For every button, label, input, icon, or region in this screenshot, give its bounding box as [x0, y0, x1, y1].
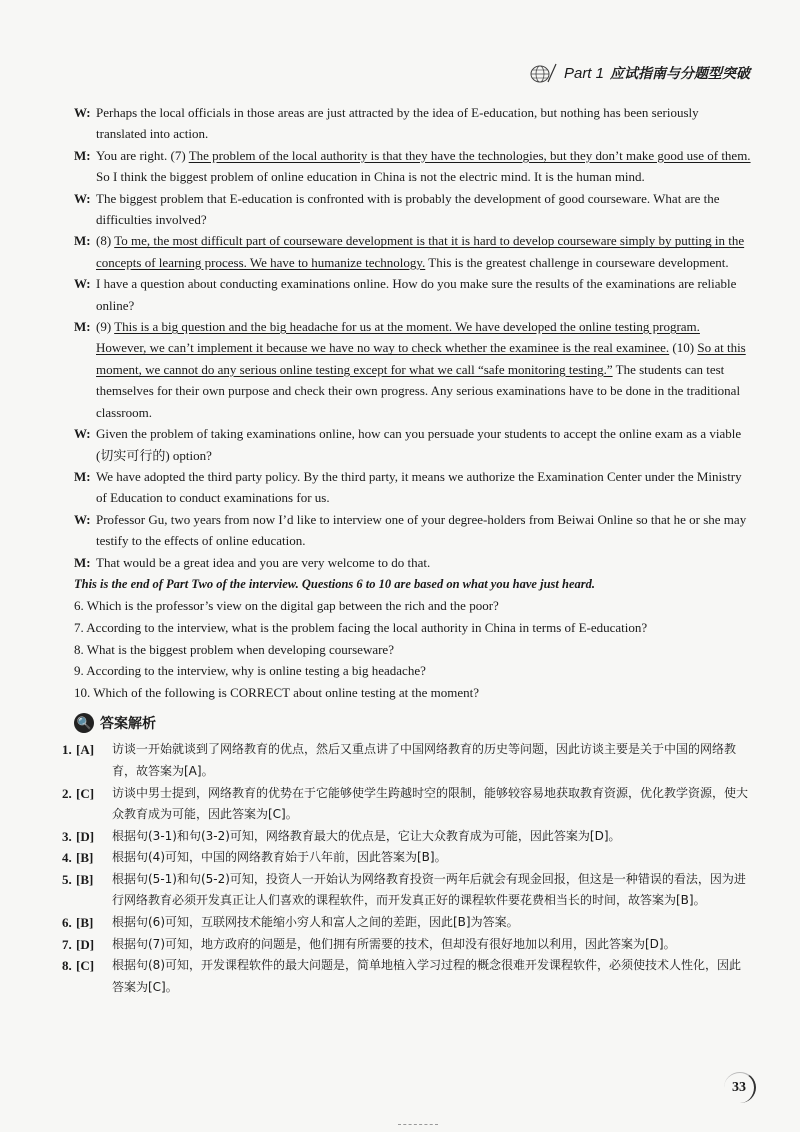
answer-item	[62, 869, 752, 912]
underlined-key-sentence: The problem of the local authority is that they have the technologies, but they don’t make good use of them.	[188, 147, 751, 163]
speaker-label: W:	[74, 190, 91, 206]
answer-explanation: 根据句(4)可知，中国的网络教育始于八年前，因此答案为[B]。	[112, 850, 447, 865]
answers-heading	[74, 709, 752, 737]
question-item: 7. According to the interview, what is the problem facing the local authority in China in terms of E-education?	[74, 619, 648, 635]
dialogue-text: I have a question about conducting examinations online. How do you make sure the results of the examinations are reliable online?	[96, 276, 737, 313]
answer-explanation: 根据句(8)可知，开发课程软件的最大问题是，简单地植入学习过程的概念很难开发课程软件，必须使技术人性化，因此答案为[C]。	[112, 958, 742, 994]
answer-list	[62, 739, 752, 998]
answer-number: 7.	[62, 936, 72, 952]
dialogue-text: You are right. (7)	[96, 147, 189, 163]
dialogue-turn	[74, 466, 752, 509]
speaker-label: M:	[74, 468, 91, 484]
answer-key: [C]	[76, 785, 95, 801]
underlined-key-sentence: This is a big question and the big headache for us at the moment. We have developed the online testing program. However, we can’t implement it because we have no way to check whether the examinee is the real examinee.	[96, 319, 700, 356]
answer-key: [C]	[76, 958, 95, 974]
end-note: This is the end of Part Two of the interview. Questions 6 to 10 are based on what you have just heard.	[74, 576, 595, 591]
interview-dialogue	[74, 102, 752, 573]
dialogue-text: (9)	[96, 319, 115, 335]
question-list	[74, 595, 752, 703]
speaker-label: M:	[74, 147, 91, 163]
speaker-label: M:	[74, 319, 91, 335]
speaker-label: W:	[74, 276, 91, 292]
answer-number: 1.	[62, 742, 72, 758]
speaker-label: W:	[74, 105, 91, 120]
answer-item	[62, 739, 752, 782]
dialogue-turn	[74, 316, 752, 423]
globe-logo-icon	[528, 62, 558, 84]
underlined-key-sentence: So at this moment, we cannot do any serious online testing except for what we call “safe monitoring testing.”	[96, 340, 746, 377]
answer-item	[62, 783, 752, 826]
dialogue-turn	[74, 102, 752, 145]
dialogue-text: Perhaps the local officials in those areas are just attracted by the idea of E-education, but nothing has been seriously translated into action.	[96, 105, 699, 142]
dialogue-text: Given the problem of taking examinations online, how can you persuade your students to accept the online exam as a viable (切实可行的) option?	[96, 426, 742, 463]
dialogue-text: The students can test themselves for their own purpose and check their own progress. Any serious examinations have to be done in the traditional classroom.	[96, 361, 741, 420]
answer-number: 2.	[62, 785, 72, 801]
part-title: 应试指南与分题型突破	[610, 66, 750, 82]
answer-number: 3.	[62, 828, 72, 844]
dialogue-turn	[74, 509, 752, 552]
underlined-key-sentence: To me, the most difficult part of courseware development is that it is hard to develop courseware simply by putting in the concepts of learning process. We have to humanize technology.	[96, 233, 745, 270]
answer-item	[62, 847, 752, 869]
dialogue-text: (10)	[669, 340, 698, 356]
answer-explanation: 根据句(7)可知，地方政府的问题是，他们拥有所需要的技术，但却没有很好地加以利用，因此答案为[D]。	[112, 936, 676, 951]
answer-item	[62, 934, 752, 956]
speaker-label: M:	[74, 554, 91, 570]
answer-key: [D]	[76, 828, 95, 844]
dialogue-turn	[74, 273, 752, 316]
answer-explanation: 访谈中男士提到，网络教育的优势在于它能够使学生跨越时空的限制，能够较容易地获取教育资源，优化教学资源，使大众教育成为可能，因此答案为[C]。	[112, 785, 749, 822]
dialogue-text: So I think the biggest problem of online education in China is not the electric mind. It is the human mind.	[96, 169, 645, 185]
dialogue-turn	[74, 552, 752, 573]
answer-item	[62, 912, 752, 934]
footer-divider	[398, 1124, 438, 1125]
answer-item	[62, 955, 752, 998]
answer-number: 6.	[62, 915, 72, 931]
question-item: 9. According to the interview, why is online testing a big headache?	[74, 663, 426, 679]
question-item: 6. Which is the professor’s view on the digital gap between the rich and the poor?	[74, 598, 499, 614]
page-number: 33	[724, 1072, 756, 1103]
dialogue-text: We have adopted the third party policy. By the third party, it means we authorize the Examination Center under the Ministry of Education to conduct examinations for us.	[96, 468, 742, 506]
magnifier-icon: 🔍	[74, 713, 94, 733]
answer-explanation: 根据句(3-1)和句(3-2)可知，网络教育最大的优点是，它让大众教育成为可能，因此答案为[D]。	[112, 828, 621, 843]
page-header	[528, 62, 750, 84]
speaker-label: W:	[74, 511, 91, 527]
dialogue-text: That would be a great idea and you are very welcome to do that.	[96, 554, 431, 570]
answer-key: [A]	[76, 742, 95, 758]
answer-key: [B]	[76, 850, 94, 866]
dialogue-turn	[74, 423, 752, 466]
dialogue-text: This is the greatest challenge in courseware development.	[425, 254, 729, 270]
dialogue-text: (8)	[96, 233, 115, 249]
part-label: Part 1	[563, 64, 604, 82]
answer-number: 8.	[62, 958, 72, 974]
answer-key: [B]	[76, 871, 94, 887]
dialogue-turn	[74, 188, 752, 231]
question-item: 10. Which of the following is CORRECT about online testing at the moment?	[74, 684, 479, 700]
answer-explanation: 访谈一开始就谈到了网络教育的优点，然后又重点讲了中国网络教育的历史等问题，因此访谈主要是关于中国的网络教育，故答案为[A]。	[112, 742, 737, 778]
dialogue-turn	[74, 145, 752, 188]
question-item: 8. What is the biggest problem when developing courseware?	[74, 641, 394, 657]
dialogue-turn	[74, 230, 752, 273]
answer-key: [D]	[76, 936, 95, 952]
page-content	[62, 102, 752, 998]
answer-number: 5.	[62, 871, 72, 887]
dialogue-text: The biggest problem that E-education is confronted with is probably the development of good courseware. What are the difficulties involved?	[96, 190, 720, 228]
dialogue-text: Professor Gu, two years from now I’d like to interview one of your degree-holders from Beiwai Online so that he or she may testify to the effects of online education.	[96, 511, 747, 549]
answer-explanation: 根据句(5-1)和句(5-2)可知，投资人一开始认为网络教育投资一两年后就会有现金回报，但这是一种错误的看法，因为进行网络教育必须开发真正让人们喜欢的课程软件，而开发真正好的课程软件要花费相当长的时间，故答案为[B]。	[112, 871, 746, 908]
answer-explanation: 根据句(6)可知，互联网技术能缩小穷人和富人之间的差距，因此[B]为答案。	[112, 915, 519, 930]
answers-title: 答案解析	[100, 716, 156, 733]
answer-item	[62, 826, 752, 848]
speaker-label: M:	[74, 233, 91, 249]
speaker-label: W:	[74, 426, 91, 442]
answer-number: 4.	[62, 850, 72, 866]
answer-key: [B]	[76, 915, 94, 931]
